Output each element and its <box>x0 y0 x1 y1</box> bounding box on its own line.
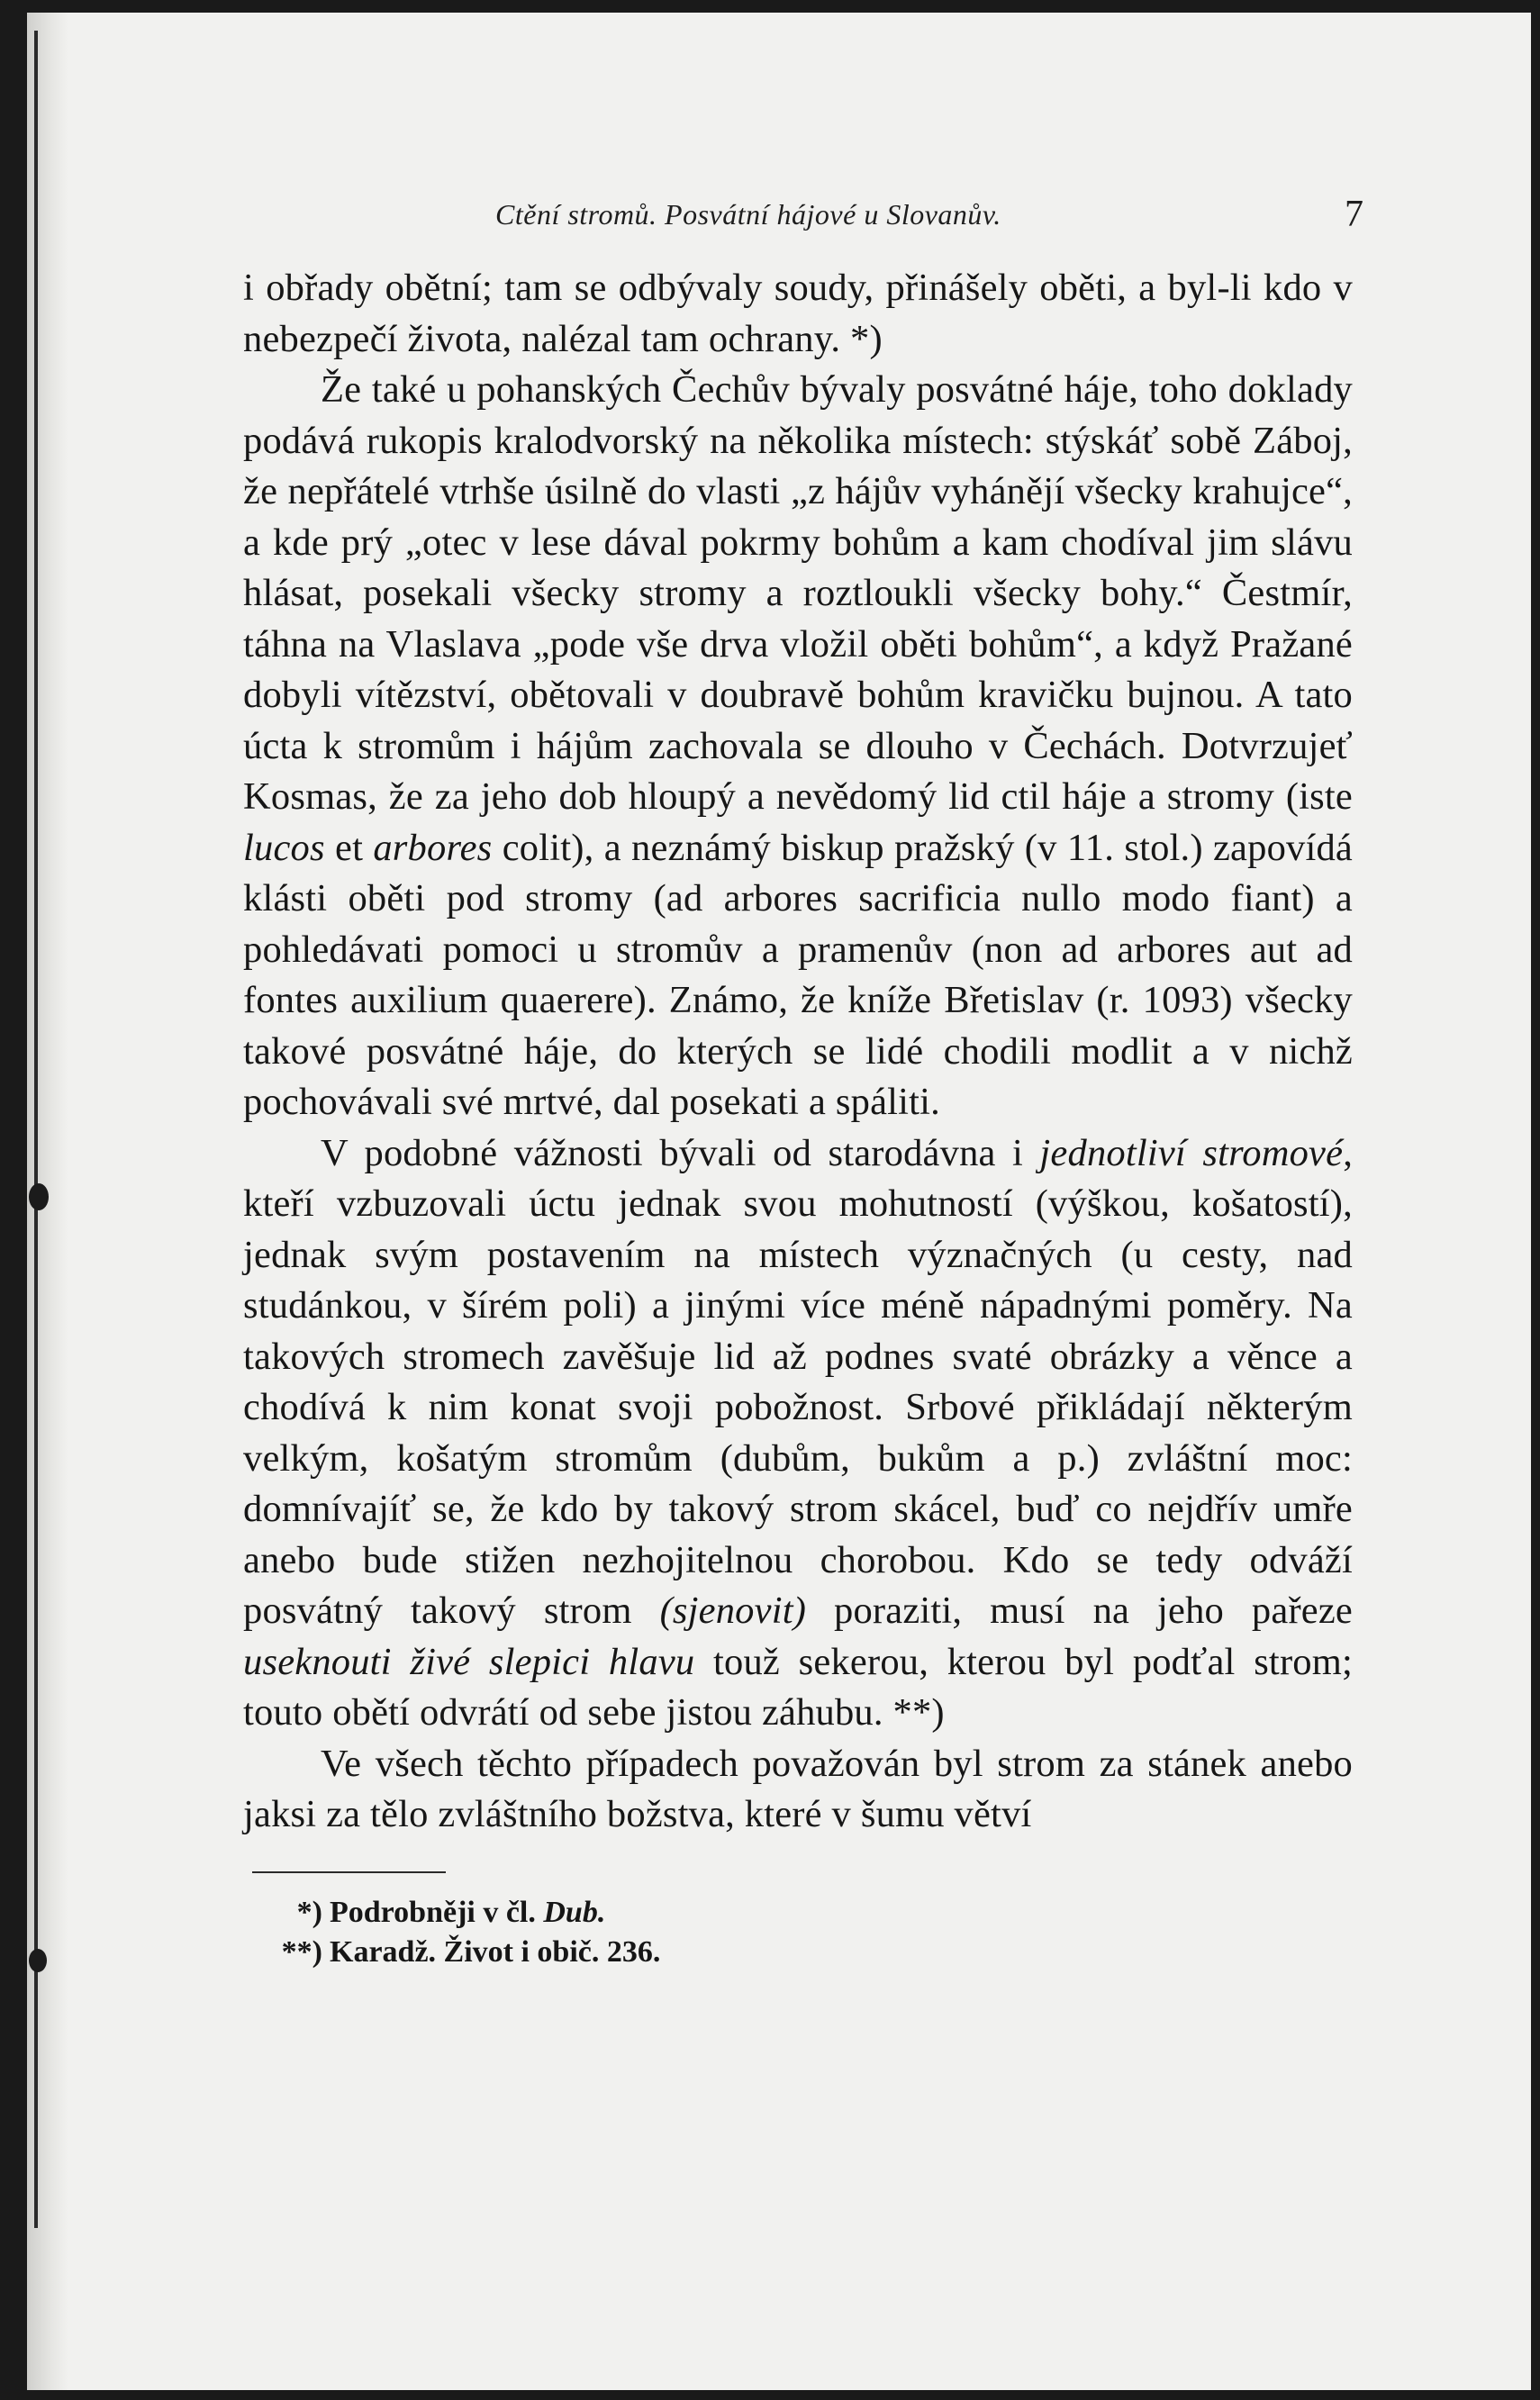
running-head <box>243 175 1363 238</box>
binding-line <box>34 31 38 2228</box>
text-segment: colit), a neznámý biskup pražský (v 11. stol.) zapovídá klásti oběti pod stromy (ad arbores sacrificia nullo modo fiant) a pohledávati pomoci u stromův a pramenův (non ad arbores aut ad fontes auxilium quaerere). Známo, že kníže Břetislav (r. 1093) všecky takové posvátné háje, do kterých se lidé chodili modlit a v nichž pochovávali své mrtvé, dal posekati a spáliti. <box>243 826 1353 1123</box>
text-segment: Že také u pohanských Čechův bývaly posvátné háje, toho doklady podává rukopis kralodvorský na několika místech: stýskáť sobě Záboj, že nepřátelé vtrhše úsilně do vlasti „z hájův vyhánějí všecky krahujce“, a kde prý „otec v lese dával pokrmy bohům a kam chodíval jim slávu hlásat, posekali všecky stromy a roztloukli všecky bohy.“ Čestmír, táhna na Vlaslava „pode vše drva vložil oběti bohům“, a když Pražané dobyli vítězství, obětovali v doubravě bohům kravičku bujnou. A tato úcta k stromům i hájům zachovala se dlouho v Čechách. Dotvrzujeť Kosmas, že za jeho dob hloupý a nevědomý lid ctil háje a stromy (iste <box>243 368 1353 818</box>
paragraph <box>243 1739 1353 1841</box>
page-number: 7 <box>1345 194 1363 235</box>
footnote-text: Karadž. Život i obič. 236. <box>330 1934 661 1969</box>
footnote-marker: **) <box>281 1934 322 1969</box>
text-segment: Ve všech těchto případech považován byl strom za stánek anebo jaksi za tělo zvláštního božstva, které v šumu větví <box>243 1742 1353 1835</box>
text-segment: , kteří vzbuzovali úctu jednak svou mohutností (výškou, košatostí), jednak svým postavením na místech význačných (u cesty, nad studánkou, v šírém poli) a jinými více méně nápadnými poměry. Na takových stromech zavěšuje lid až podnes svaté obrázky a věnce a chodívá k nim konat svoji pobožnost. Srbové přikládají některým velkým, košatým stromům (dubům, bukům a p.) zvláštní moc: domnívajíť se, že kdo by takový strom skácel, buď co nejdřív umře anebo bude stižen nezhojitelnou chorobou. Kdo se tedy odváží posvátný takový strom <box>243 1131 1354 1632</box>
footnote-marker: *) <box>296 1895 322 1929</box>
footnote-rule <box>252 1871 446 1873</box>
paragraph <box>243 365 1353 1128</box>
text-segment: et <box>324 826 374 869</box>
text-segment: V podobné vážnosti bývali od starodávna i <box>321 1131 1040 1174</box>
text-segment: touž sekerou, kterou byl podťal strom; touto obětí odvrátí od sebe jistou záhubu. **) <box>243 1640 1354 1734</box>
italic-segment: lucos <box>243 826 325 869</box>
footnote <box>270 1933 1353 1972</box>
footnote-text: Podrobněji v čl. <box>330 1895 544 1929</box>
italic-segment: (sjenovit) <box>659 1589 807 1632</box>
italic-segment: jednotliví stromové <box>1039 1131 1344 1174</box>
text-segment: poraziti, musí na jeho pařeze <box>806 1589 1353 1632</box>
binding-blot <box>29 1949 47 1972</box>
running-title: Ctění stromů. Posvátní hájové u Slovanův. <box>495 198 1001 231</box>
italic-segment: useknouti živé slepici hlavu <box>243 1640 695 1683</box>
binding-blot <box>29 1183 49 1210</box>
paragraph <box>243 263 1353 365</box>
italic-segment: arbores <box>373 826 493 869</box>
footnote-reference: Dub. <box>543 1895 606 1929</box>
body-text <box>243 263 1353 1841</box>
footnote <box>270 1893 1353 1933</box>
book-page <box>27 13 1531 2390</box>
text-segment: i obřady obětní; tam se odbývaly soudy, přinášely oběti, a byl-li kdo v nebezpečí života, nalézal tam ochrany. *) <box>243 267 1353 360</box>
page-content <box>243 175 1363 1972</box>
paragraph <box>243 1128 1353 1739</box>
